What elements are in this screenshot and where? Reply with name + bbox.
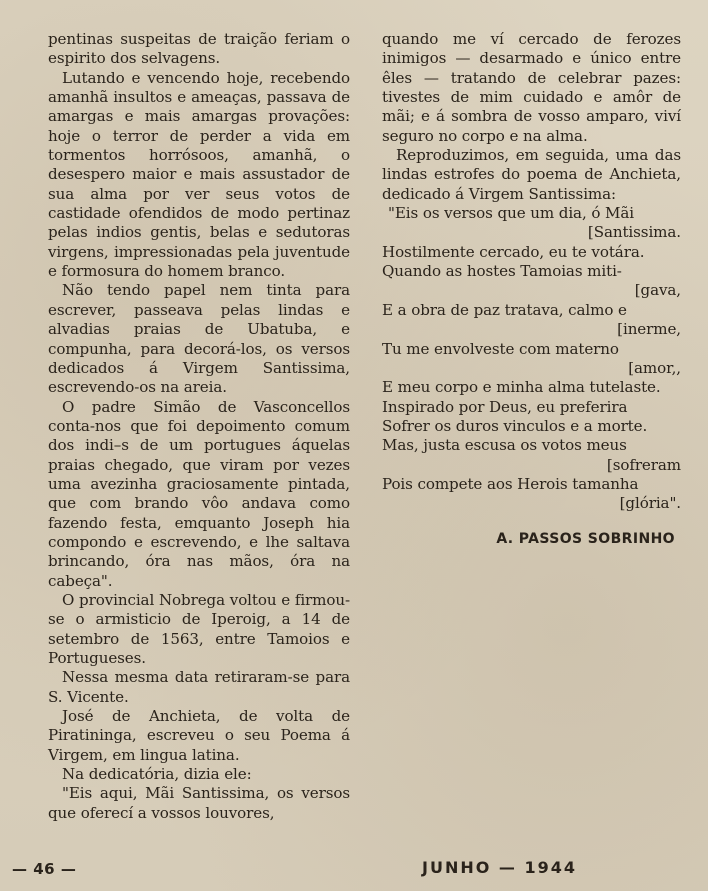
paragraph: pentinas suspeitas de traição feriam o espirito dos selvagens. [48,30,350,68]
paragraph: Lutando e vencendo hoje, recebendo amanhã insultos e ameaças, passava de amargas e mais amargas provações: hoje o terror de perder a vida em tormentos horrósoos, amanhã, o desespero maior e mais assustador de sua alma por ver seus votos de castidade ofendidos de modo pertinaz pelas indios gentis, belas e sedutoras virgens, impressionadas pela juventude e formosura do homem branco. [48,68,350,281]
poem-line: Hostilmente cercado, eu te votára. [382,242,645,261]
poem-line: Tu me envolveste com materno [382,339,619,358]
poem-line: Inspirado por Deus, eu preferira [382,397,628,416]
paragraph: O provincial Nobrega voltou e firmou-se o armisticio de Iperoig, a 14 de setembro de 1563, entre Tamoios e Portugueses. [48,590,350,667]
poem-line: E a obra de paz tratava, calmo e [382,300,627,319]
left-column [48,30,350,823]
right-column-paragraphs [382,30,681,204]
poem-line: [gava, [634,281,681,300]
poem-stanza [382,204,681,514]
poem-line: Pois compete aos Herois tamanha [382,474,639,493]
poem-line: [amor,, [628,358,681,377]
paragraph: Reproduzimos, em seguida, uma das lindas estrofes do poema de Anchieta, dedicado á Virgem Santissima: [382,146,681,203]
poem-line: Sofrer os duros vinculos e a morte. [382,416,648,435]
paragraph: Não tendo papel nem tinta para escrever, passeava pelas lindas e alvadias praias de Ubatuba, e compunha, para decorá-los, os versos dedicados á Virgem Santissima, escrevendo-os na areia. [48,281,350,397]
poem-line: [inerme, [617,320,681,339]
paragraph: quando me ví cercado de ferozes inimigos — desarmado e único entre êles — tratando de celebrar pazes: tivestes de mim cuidado e amôr de mãi; e á sombra de vosso amparo, viví seguro no corpo e na alma. [382,30,681,145]
paragraph: "Eis aqui, Mãi Santissima, os versos que oferecí a vossos louvores, [48,784,350,822]
poem-line: Quando as hostes Tamoias miti- [382,262,622,281]
author-signature: A. PASSOS SOBRINHO [496,530,675,547]
poem-line: "Eis os versos que um dia, ó Mãi [388,204,635,223]
page-footer [0,858,708,882]
paragraph: Nessa mesma data retiraram-se para S. Vicente. [48,668,350,706]
poem-line: [Santissima. [587,223,681,242]
paragraph: O padre Simão de Vasconcellos conta-nos que foi depoimento comum dos indi–s de um portugues áquelas praias chegado, que viram por vezes uma avezinha graciosamente pintada, que com brando vôo andava como fazendo festa, emquanto Joseph hia compondo e escrevendo, e lhe saltava brincando, óra nas mãos, óra na cabeça". [48,397,350,590]
poem-line: [sofreram [606,455,681,474]
paragraph: Na dedicatória, dizia ele: [62,765,252,784]
paragraph: José de Anchieta, de volta de Piratininga, escreveu o seu Poema á Virgem, em lingua latina. [48,707,350,764]
poem-line: E meu corpo e minha alma tutelaste. [382,378,661,397]
page-number: — 46 — [12,860,77,878]
poem-line: [glória". [619,494,681,513]
right-column [382,30,681,549]
issue-date: JUNHO — 1944 [422,858,577,877]
poem-line: Mas, justa escusa os votos meus [382,436,627,455]
